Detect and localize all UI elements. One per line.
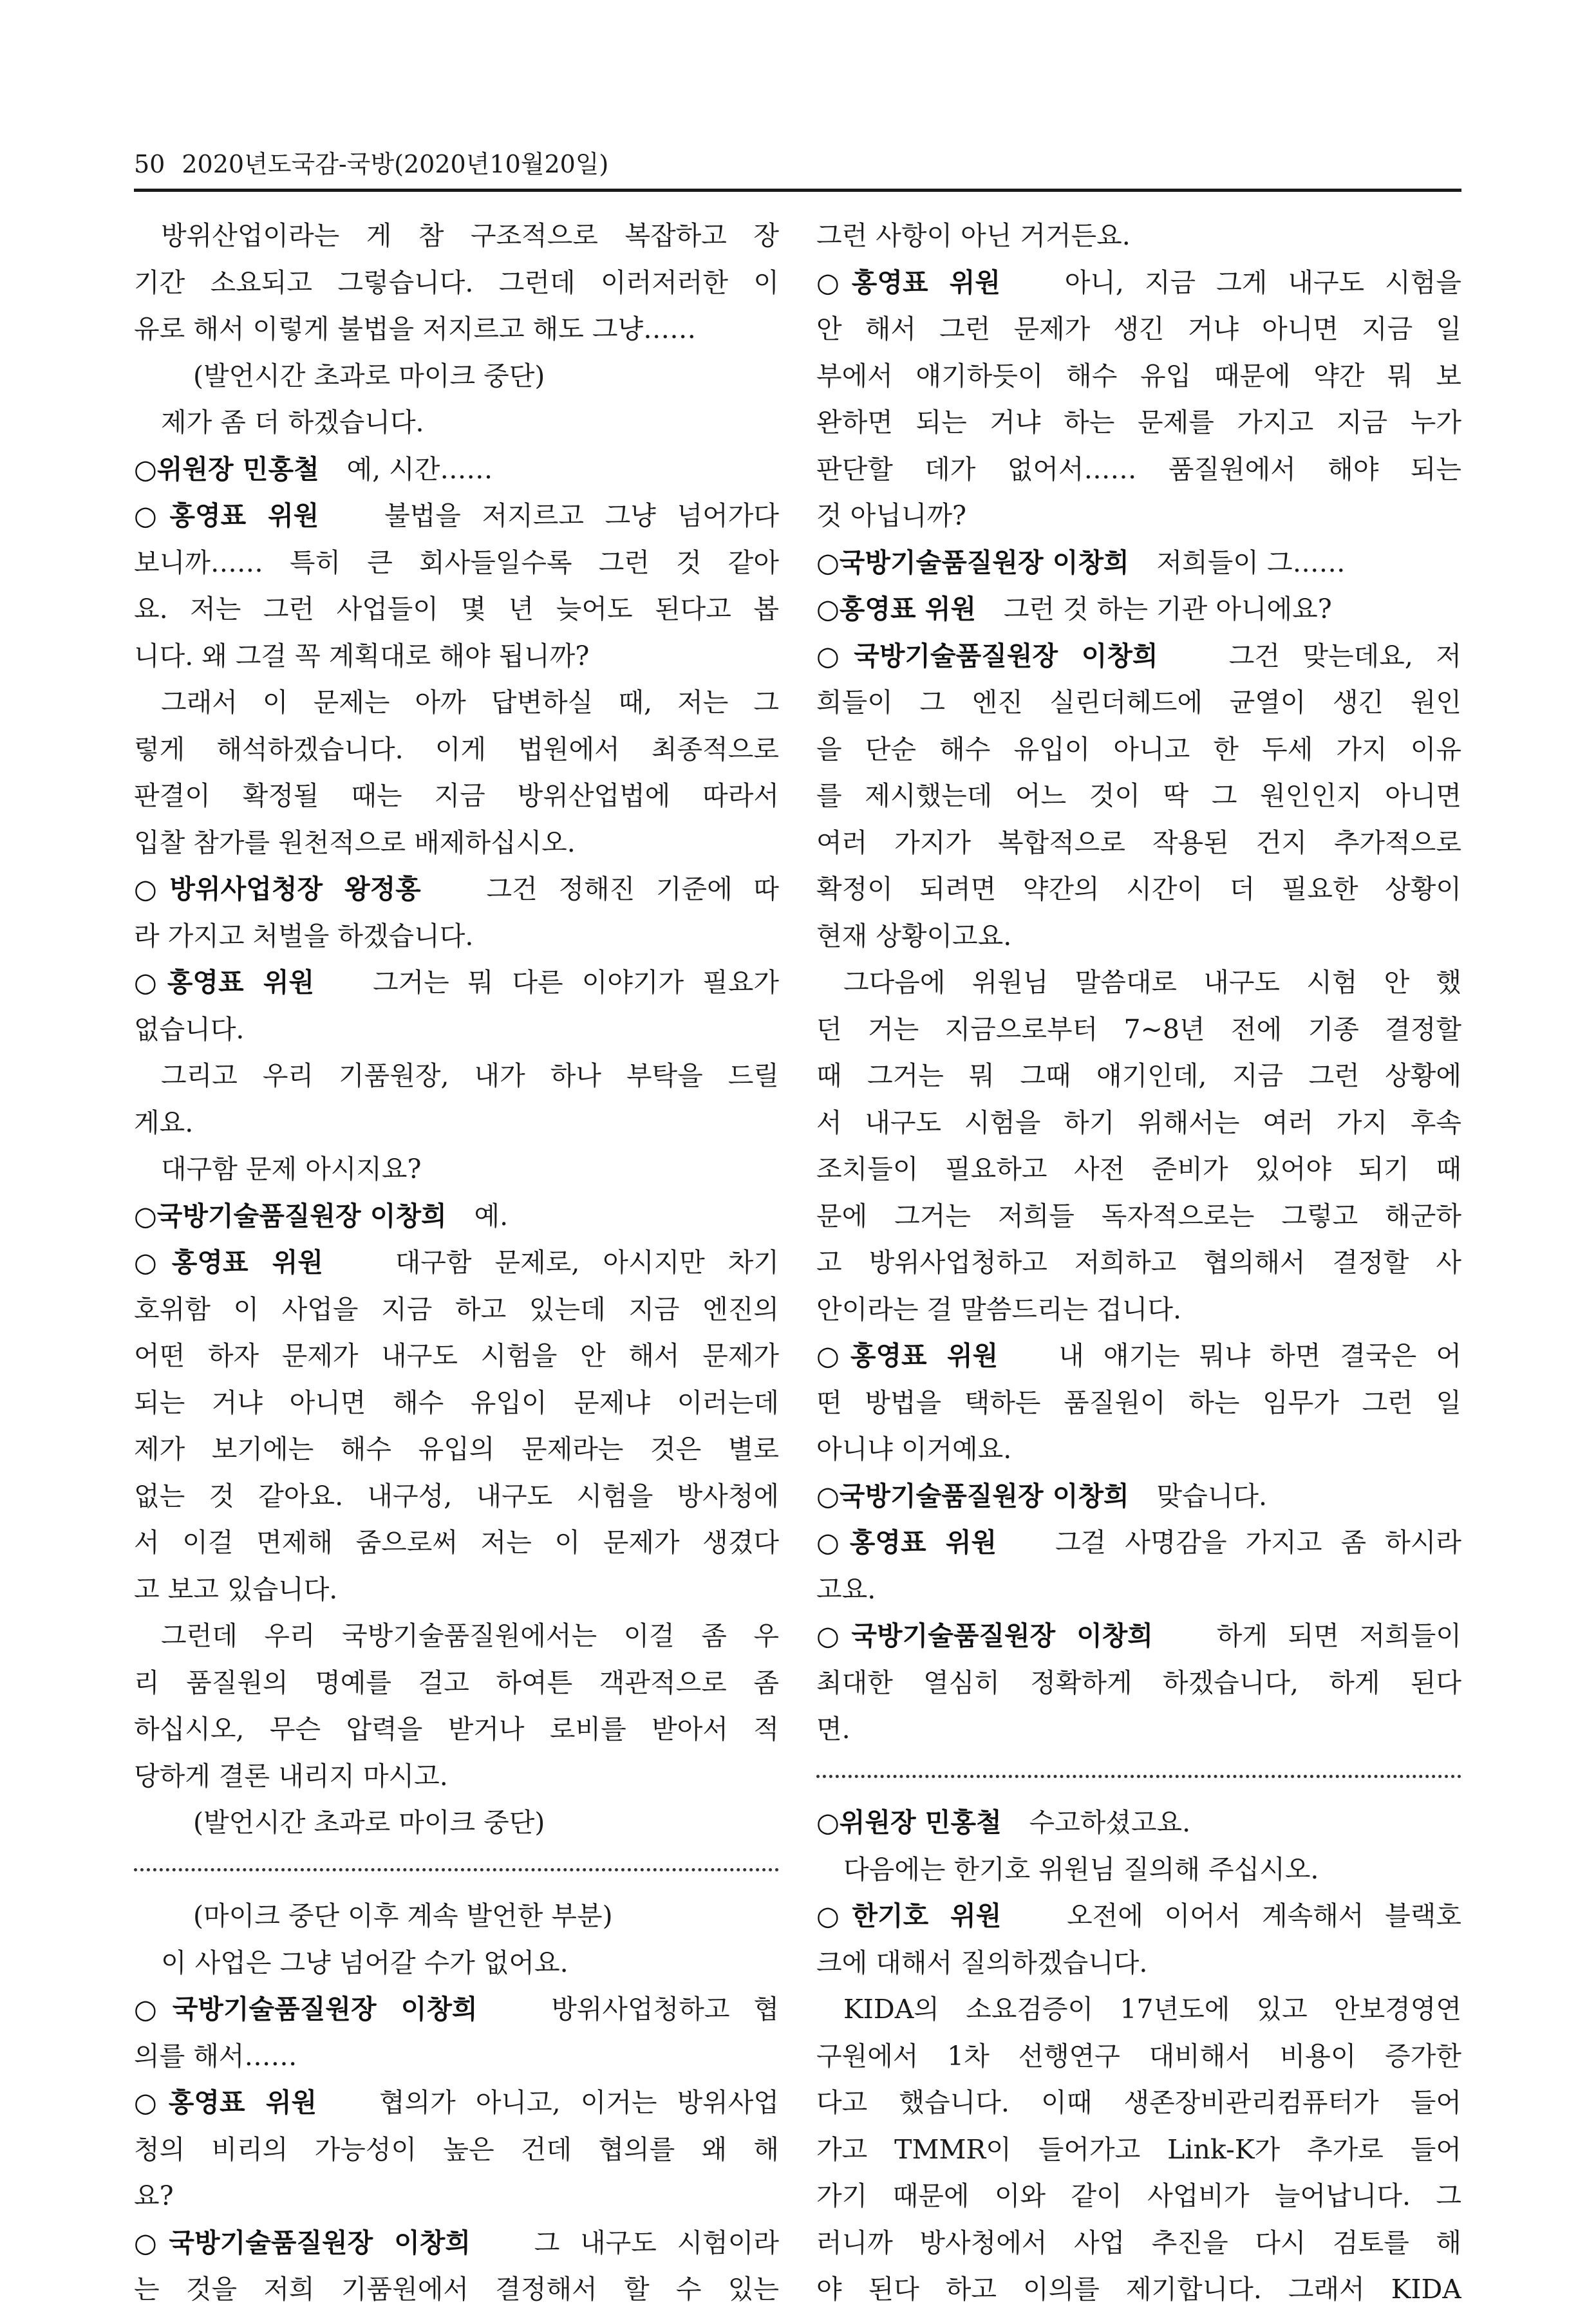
speech-text: 수고하셨고요. bbox=[1029, 1807, 1191, 1838]
text-line: 대구함 문제 아시지요? bbox=[161, 1154, 422, 1185]
text-line: 문에 그거는 저희들 독자적으로는 그렇고 해군하 bbox=[816, 1200, 1461, 1231]
speaker-line bbox=[134, 2220, 779, 2267]
speech-text: 그걸 사명감을 가지고 좀 하시라 bbox=[1055, 1527, 1461, 1558]
text-line: 다음에는 한기호 위원님 질의해 주십시오. bbox=[843, 1853, 1319, 1885]
text-line: 는 것을 저희 기품원에서 결정해서 할 수 있는 bbox=[134, 2274, 779, 2305]
text-line: 없는 것 같아요. 내구성, 내구도 시험을 방사청에 bbox=[134, 1480, 779, 1512]
stage-note: (발언시간 초과로 마이크 중단) bbox=[193, 360, 545, 391]
speaker-name: ○한기호 위원 bbox=[816, 1900, 1002, 1931]
speaker-line bbox=[134, 1986, 779, 2033]
speaker-line bbox=[134, 492, 779, 539]
page-header bbox=[134, 148, 1461, 192]
text-line: 입찰 참가를 원천적으로 배제하십시오. bbox=[134, 827, 576, 858]
text-line: KIDA의 소요검증이 17년도에 있고 안보경영연 bbox=[843, 1994, 1461, 2025]
text-line: 부에서 얘기하듯이 해수 유입 때문에 약간 뭐 보 bbox=[816, 360, 1461, 391]
text-line: 고 방위사업청하고 저희하고 협의해서 결정할 사 bbox=[816, 1247, 1461, 1278]
speech-text: 그런 것 하는 기관 아니에요? bbox=[1003, 594, 1332, 624]
text-line: 다고 했습니다. 이때 생존장비관리컴퓨터가 들어 bbox=[816, 2087, 1461, 2118]
speaker-name: ○홍영표 위원 bbox=[134, 2087, 317, 2118]
dotted-separator bbox=[816, 1753, 1461, 1800]
text-line: 서 이걸 면제해 줌으로써 저는 이 문제가 생겼다 bbox=[134, 1527, 779, 1558]
speech-text: 오전에 이어서 계속해서 블랙호 bbox=[1067, 1900, 1461, 1931]
speaker-name: ○국방기술품질원장 이창희 bbox=[134, 2227, 471, 2258]
speaker-name: ○국방기술품질원장 이창희 bbox=[816, 640, 1158, 671]
text-line: 유로 해서 이렇게 불법을 저지르고 해도 그냥…… bbox=[134, 314, 697, 344]
text-line: 구원에서 1차 선행연구 대비해서 비용이 증가한 bbox=[816, 2040, 1461, 2072]
speech-text: 아니, 지금 그게 내구도 시험을 bbox=[1064, 267, 1461, 298]
text-line: 완하면 되는 거냐 하는 문제를 가지고 지금 누가 bbox=[816, 407, 1461, 438]
text-line: 고요. bbox=[816, 1573, 876, 1605]
speaker-name: ○국방기술품질원장 이창희 bbox=[134, 1994, 478, 2025]
speech-text: 예, 시간…… bbox=[346, 453, 493, 485]
speaker-name: ○홍영표 위원 bbox=[816, 594, 977, 624]
speaker-name: ○홍영표 위원 bbox=[134, 1247, 323, 1278]
text-line: 안이라는 걸 말씀드리는 겁니다. bbox=[816, 1293, 1182, 1325]
text-line: 가고 TMMR이 들어가고 Link-K가 추가로 들어 bbox=[816, 2133, 1461, 2165]
text-line: 그런 사항이 아닌 거거든요. bbox=[816, 220, 1131, 251]
speaker-line bbox=[816, 1799, 1461, 1846]
speech-text: 하게 되면 저희들이 bbox=[1216, 1620, 1461, 1651]
text-line: 크에 대해서 질의하겠습니다. bbox=[816, 1947, 1148, 1978]
speaker-name: ○위원장 민홍철 bbox=[816, 1807, 1002, 1838]
speaker-line bbox=[134, 959, 779, 1006]
text-line: 안 해서 그런 문제가 생긴 거냐 아니면 지금 일 bbox=[816, 314, 1461, 344]
speaker-name: ○국방기술품질원장 이창희 bbox=[816, 547, 1129, 578]
text-line: 요? bbox=[134, 2180, 174, 2211]
text-line: 제가 보기에는 해수 유입의 문제라는 것은 별로 bbox=[134, 1434, 779, 1465]
text-line: 때 그거는 뭐 그때 얘기인데, 지금 그런 상황에 bbox=[816, 1060, 1461, 1091]
text-line: 방위산업이라는 게 참 구조적으로 복잡하고 장 bbox=[161, 220, 779, 251]
speaker-line bbox=[134, 446, 779, 493]
speaker-name: ○홍영표 위원 bbox=[134, 500, 319, 531]
speaker-line bbox=[816, 1613, 1461, 1660]
stage-note: (발언시간 초과로 마이크 중단) bbox=[193, 1807, 545, 1838]
text-line: 라 가지고 처벌을 하겠습니다. bbox=[134, 920, 474, 951]
text-line: 의를 해서…… bbox=[134, 2040, 297, 2072]
speech-text: 맞습니다. bbox=[1156, 1480, 1268, 1512]
text-line: 이 사업은 그냥 넘어갈 수가 없어요. bbox=[161, 1947, 568, 1978]
speaker-line bbox=[134, 1239, 779, 1286]
text-line: 없습니다. bbox=[134, 1013, 245, 1045]
page-number: 50 bbox=[134, 150, 165, 178]
text-line: 고 보고 있습니다. bbox=[134, 1573, 338, 1605]
text-line: 떤 방법을 택하든 품질원이 하는 임무가 그런 일 bbox=[816, 1387, 1461, 1418]
speaker-name: ○홍영표 위원 bbox=[816, 267, 1000, 298]
text-line: 리 품질원의 명예를 걸고 하여튼 객관적으로 좀 bbox=[134, 1667, 779, 1698]
stage-note: (마이크 중단 이후 계속 발언한 부분) bbox=[193, 1900, 613, 1931]
dotted-separator bbox=[134, 1846, 779, 1893]
text-line: 여러 가지가 복합적으로 작용된 건지 추가적으로 bbox=[816, 827, 1461, 858]
text-line: 하십시오, 무슨 압력을 받거나 로비를 받아서 적 bbox=[134, 1714, 779, 1745]
text-line: 판결이 확정될 때는 지금 방위산업법에 따라서 bbox=[134, 780, 779, 811]
speaker-line bbox=[816, 1519, 1461, 1566]
speaker-line bbox=[134, 866, 779, 913]
text-line: 그리고 우리 기품원장, 내가 하나 부탁을 드릴 bbox=[161, 1060, 779, 1091]
speaker-name: ○홍영표 위원 bbox=[816, 1527, 997, 1558]
text-line: 그런데 우리 국방기술품질원에서는 이걸 좀 우 bbox=[161, 1620, 779, 1651]
text-line: 확정이 되려면 약간의 시간이 더 필요한 상황이 bbox=[816, 874, 1461, 904]
speaker-line bbox=[816, 586, 1461, 633]
text-line: 게요. bbox=[134, 1107, 194, 1138]
speaker-line bbox=[816, 1893, 1461, 1940]
text-line: 요. 저는 그런 사업들이 몇 년 늦어도 된다고 봅 bbox=[134, 594, 779, 624]
text-line: 러니까 방사청에서 사업 추진을 다시 검토를 해 bbox=[816, 2227, 1461, 2258]
speaker-line bbox=[134, 2079, 779, 2126]
speech-text: 대구함 문제로, 아시지만 차기 bbox=[395, 1247, 779, 1278]
text-line: 희들이 그 엔진 실린더헤드에 균열이 생긴 원인 bbox=[816, 687, 1461, 718]
speaker-name: ○국방기술품질원장 이창희 bbox=[816, 1480, 1129, 1512]
speaker-line bbox=[816, 633, 1461, 680]
document-title: 2020년도국감-국방(2020년10월20일) bbox=[182, 150, 609, 178]
text-line: 면. bbox=[816, 1714, 850, 1745]
speaker-name: ○위원장 민홍철 bbox=[134, 453, 319, 485]
text-line: 제가 좀 더 하겠습니다. bbox=[161, 407, 424, 438]
speaker-line bbox=[816, 1473, 1461, 1520]
speaker-line bbox=[816, 259, 1461, 306]
speaker-name: ○방위사업청장 왕정홍 bbox=[134, 874, 421, 904]
text-line: 아니냐 이거예요. bbox=[816, 1434, 1012, 1465]
speech-text: 예. bbox=[474, 1200, 509, 1231]
text-line: 서 내구도 시험을 하기 위해서는 여러 가지 후속 bbox=[816, 1107, 1461, 1138]
speech-text: 그건 맞는데요, 저 bbox=[1228, 640, 1461, 671]
speech-text: 그건 정해진 기준에 따 bbox=[486, 874, 779, 904]
speech-text: 그 내구도 시험이라 bbox=[534, 2227, 779, 2258]
speaker-name: ○홍영표 위원 bbox=[816, 1340, 999, 1371]
text-line: 조치들이 필요하고 사전 준비가 있어야 되기 때 bbox=[816, 1154, 1461, 1185]
speaker-line bbox=[134, 1193, 779, 1240]
text-line: 되는 거냐 아니면 해수 유입이 문제냐 이러는데 bbox=[134, 1387, 779, 1418]
speaker-name: ○홍영표 위원 bbox=[134, 967, 315, 998]
text-line: 것 아닙니까? bbox=[816, 500, 967, 531]
speech-text: 협의가 아니고, 이거는 방위사업 bbox=[379, 2087, 779, 2118]
text-line: 가기 때문에 이와 같이 사업비가 늘어납니다. 그 bbox=[816, 2180, 1461, 2211]
text-line: 야 된다 하고 이의를 제기합니다. 그래서 KIDA bbox=[816, 2274, 1461, 2305]
text-line: 기간 소요되고 그렇습니다. 그런데 이러저러한 이 bbox=[134, 267, 779, 298]
speech-text: 저희들이 그…… bbox=[1156, 547, 1346, 578]
text-line: 렇게 해석하겠습니다. 이게 법원에서 최종적으로 bbox=[134, 733, 779, 765]
speaker-name: ○국방기술품질원장 이창희 bbox=[134, 1200, 447, 1231]
text-line: 보니까…… 특히 큰 회사들일수록 그런 것 같아 bbox=[134, 547, 779, 578]
text-line: 판단할 데가 없어서…… 품질원에서 해야 되는 bbox=[816, 453, 1461, 485]
right-column bbox=[816, 212, 1461, 2313]
text-line: 어떤 하자 문제가 내구도 시험을 안 해서 문제가 bbox=[134, 1340, 779, 1371]
text-line: 을 단순 해수 유입이 아니고 한 두세 가지 이유 bbox=[816, 733, 1461, 765]
text-line: 현재 상황이고요. bbox=[816, 920, 1012, 951]
speaker-line bbox=[816, 1333, 1461, 1380]
text-line: 그다음에 위원님 말씀대로 내구도 시험 안 했 bbox=[843, 967, 1461, 998]
text-line: 호위함 이 사업을 지금 하고 있는데 지금 엔진의 bbox=[134, 1293, 779, 1325]
text-line: 당하게 결론 내리지 마시고. bbox=[134, 1760, 448, 1792]
text-line: 청의 비리의 가능성이 높은 건데 협의를 왜 해 bbox=[134, 2133, 779, 2165]
text-line: 던 거는 지금으로부터 7~8년 전에 기종 결정할 bbox=[816, 1013, 1461, 1045]
text-line: 를 제시했는데 어느 것이 딱 그 원인인지 아니면 bbox=[816, 780, 1461, 811]
speaker-name: ○국방기술품질원장 이창희 bbox=[816, 1620, 1154, 1651]
speech-text: 그거는 뭐 다른 이야기가 필요가 bbox=[372, 967, 779, 998]
left-column bbox=[134, 212, 779, 2313]
text-line: 그래서 이 문제는 아까 답변하실 때, 저는 그 bbox=[161, 687, 779, 718]
text-line: 최대한 열심히 정확하게 하겠습니다, 하게 된다 bbox=[816, 1667, 1461, 1698]
speech-text: 방위사업청하고 협 bbox=[551, 1994, 779, 2025]
speech-text: 내 얘기는 뭐냐 하면 결국은 어 bbox=[1058, 1340, 1461, 1371]
speech-text: 불법을 저지르고 그냥 넘어가다 bbox=[384, 500, 779, 531]
speaker-line bbox=[816, 539, 1461, 586]
text-line: 니다. 왜 그걸 꼭 계획대로 해야 됩니까? bbox=[134, 640, 590, 671]
